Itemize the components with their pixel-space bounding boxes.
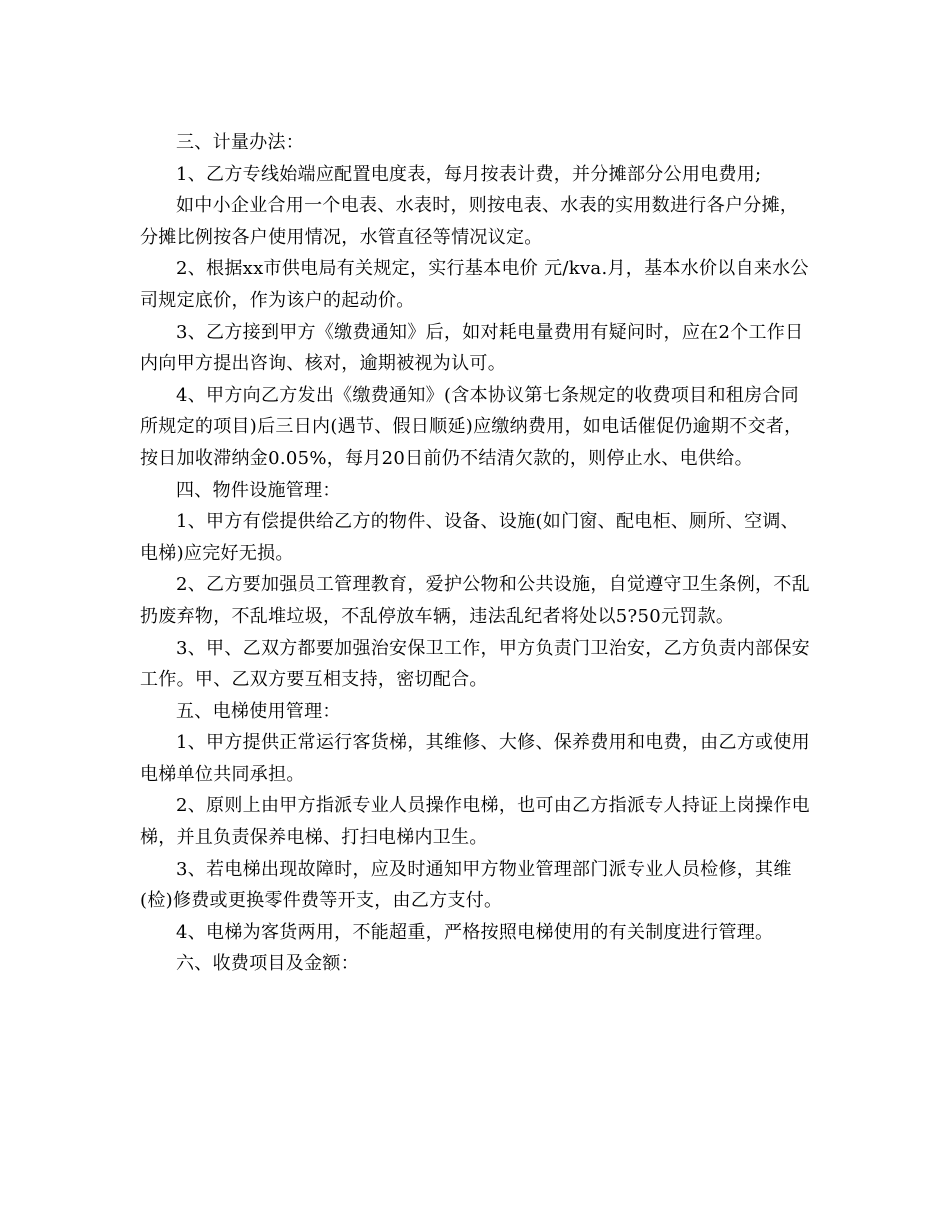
paragraph-facilities-2: 2、乙方要加强员工管理教育，爱护公物和公共设施，自觉遵守卫生条例，不乱扔废弃物，不乱堆垃圾，不乱停放车辆，违法乱纪者将处以5?50元罚款。 [140, 574, 810, 627]
section-heading-fees: 六、收费项目及金额： [176, 953, 359, 975]
paragraph-elevator-3: 3、若电梯出现故障时，应及时通知甲方物业管理部门派专业人员检修，其维(检)修费或更换零件费等开支，由乙方支付。 [140, 858, 792, 912]
paragraph-metering-2: 2、根据xx市供电局有关规定，实行基本电价 元/kva.月，基本水价以自来水公司规定底价，作为该户的起动价。 [140, 258, 809, 311]
paragraph-metering-shared: 如中小企业合用一个电表、水表时，则按电表、水表的实用数进行各户分摊，分摊比例按各户使用情况，水管直径等情况议定。 [140, 195, 799, 248]
paragraph-elevator-2: 2、原则上由甲方指派专业人员操作电梯，也可由乙方指派专人持证上岗操作电梯，并且负责保养电梯、打扫电梯内卫生。 [140, 795, 810, 849]
document-body [140, 127, 812, 980]
section-heading-facilities: 四、物件设施管理： [176, 479, 341, 501]
paragraph-elevator-4: 4、电梯为客货两用，不能超重，严格按照电梯使用的有关制度进行管理。 [176, 921, 774, 943]
paragraph-metering-1: 1、乙方专线始端应配置电度表，每月按表计费，并分摊部分公用电费用; [176, 163, 762, 185]
paragraph-metering-4: 4、甲方向乙方发出《缴费通知》(含本协议第七条规定的收费项目和租房合同所规定的项目)后三日内(遇节、假日顺延)应缴纳费用，如电话催促仍逾期不交者，按日加收滞纳金0.05%，每月20日前仍不结清欠款的，则停止水、电供给。 [140, 384, 803, 469]
paragraph-metering-3: 3、乙方接到甲方《缴费通知》后，如对耗电量费用有疑问时，应在2个工作日内向甲方提出咨询、核对，逾期被视为认可。 [140, 321, 804, 375]
paragraph-facilities-1: 1、甲方有偿提供给乙方的物件、设备、设施(如门窗、配电柜、厕所、空调、电梯)应完好无损。 [140, 511, 799, 564]
section-heading-metering: 三、计量办法： [176, 132, 305, 153]
paragraph-elevator-1: 1、甲方提供正常运行客货梯，其维修、大修、保养费用和电费，由乙方或使用电梯单位共同承担。 [140, 732, 810, 785]
paragraph-facilities-3: 3、甲、乙双方都要加强治安保卫工作，甲方负责门卫治安，乙方负责内部保安工作。甲、乙双方要互相支持，密切配合。 [140, 637, 810, 691]
section-heading-elevator: 五、电梯使用管理： [176, 700, 341, 722]
